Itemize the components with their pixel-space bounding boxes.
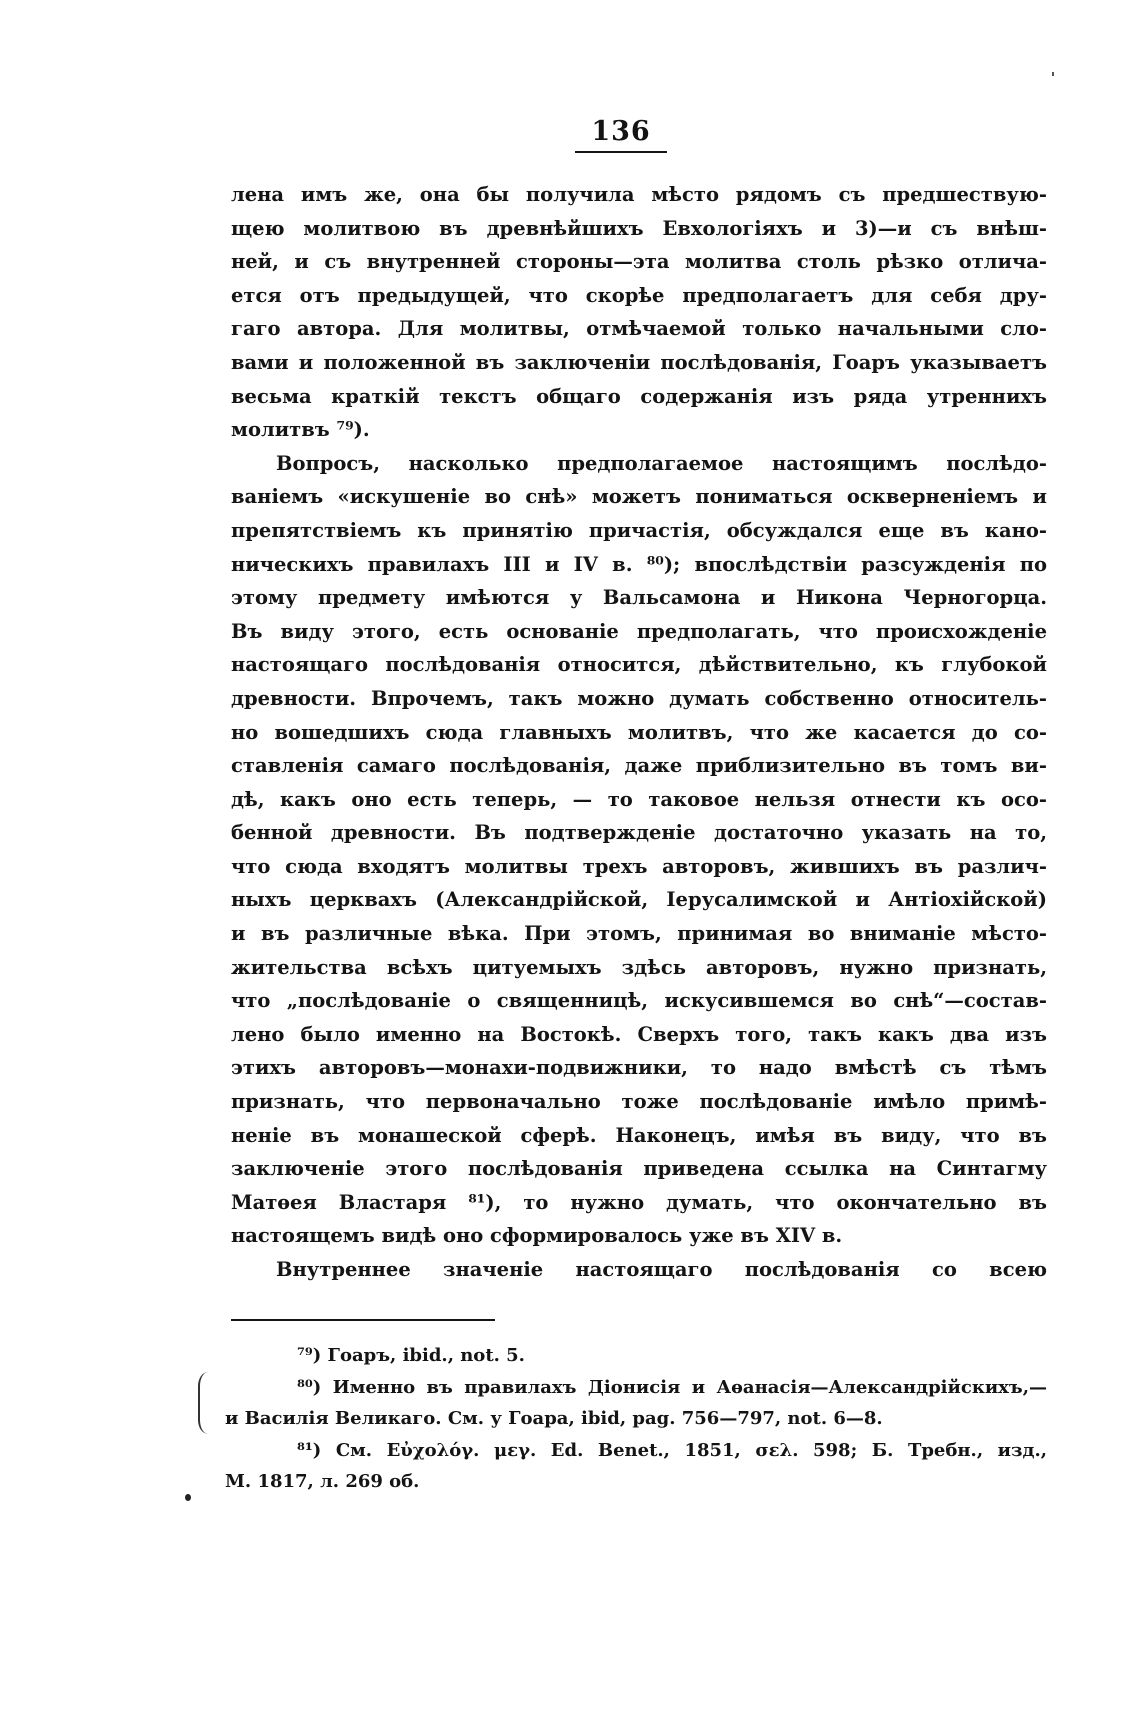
text-line: весьма краткій текстъ общаго содержанія изъ ряда утреннихъ xyxy=(231,384,1047,408)
text-line: заключеніе этого послѣдованія приведена ссылка на Синтагму xyxy=(231,1157,1047,1181)
footnote-separator xyxy=(231,1319,495,1321)
footnote-line: ⁸⁰) Именно въ правилахъ Діонисія и Аѳанасія—Александрійскихъ,— xyxy=(297,1376,1047,1398)
text-line: Въ виду этого, есть основаніе предполагать, что происхожденіе xyxy=(231,619,1047,643)
text-line: признать, что первоначально тоже послѣдованіе имѣло примѣ- xyxy=(231,1090,1047,1114)
text-line: ставленія самаго послѣдованія, даже приблизительно въ томъ ви- xyxy=(231,754,1047,778)
margin-ink-dot xyxy=(185,1494,191,1501)
text-line: что сюда входятъ молитвы трехъ авторовъ, жившихъ въ различ- xyxy=(231,854,1047,878)
text-line: ваніемъ «искушеніе во снѣ» можетъ пониматься оскверненіемъ и xyxy=(231,485,1047,509)
text-line: бенной древности. Въ подтвержденіе достаточно указать на то, xyxy=(231,821,1047,845)
body-text xyxy=(231,178,1047,1287)
edge-speck xyxy=(1052,72,1054,76)
text-line: Внутреннее значеніе настоящаго послѣдованія со всею xyxy=(276,1258,1047,1281)
text-line: ется отъ предыдущей, что скорѣе предполагаетъ для себя дру- xyxy=(231,283,1047,307)
footnote-line: М. 1817, л. 269 об. xyxy=(225,1471,420,1492)
text-line: но вошедшихъ сюда главныхъ молитвъ, что же касается до со- xyxy=(231,720,1047,744)
text-line: жительства всѣхъ цитуемыхъ здѣсь авторовъ, нужно признать, xyxy=(231,955,1047,979)
text-line: настоящемъ видѣ оно сформировалось уже въ XIV в. xyxy=(231,1224,843,1248)
text-line: и въ различные вѣка. При этомъ, принимая во вниманіе мѣсто- xyxy=(231,922,1047,946)
text-line: ническихъ правилахъ III и IV в. ⁸⁰); впослѣдствіи разсужденія по xyxy=(231,552,1047,576)
margin-brace-mark xyxy=(198,1372,210,1434)
text-line: препятствіемъ къ принятію причастія, обсуждался еще въ кано- xyxy=(231,518,1047,542)
text-line: дѣ, какъ оно есть теперь, — то таковое нельзя отнести къ осо- xyxy=(231,787,1047,811)
footnote-line: и Василія Великаго. См. у Гоара, ibid, pag. 756—797, not. 6—8. xyxy=(225,1408,883,1429)
footnote-line: ⁷⁹) Гоаръ, ibid., not. 5. xyxy=(297,1345,525,1366)
text-line: неніе въ монашеской сферѣ. Наконецъ, имѣя въ виду, что въ xyxy=(231,1123,1047,1147)
text-line: Вопросъ, насколько предполагаемое настоящимъ послѣдо- xyxy=(276,451,1047,475)
text-line: щею молитвою въ древнѣйшихъ Евхологіяхъ и 3)—и съ внѣш- xyxy=(231,216,1047,240)
text-line: ней, и съ внутренней стороны—эта молитва столь рѣзко отлича- xyxy=(231,250,1047,274)
text-line: Матѳея Властаря ⁸¹), то нужно думать, что окончательно въ xyxy=(231,1190,1047,1214)
text-line: настоящаго послѣдованія относится, дѣйствительно, къ глубокой xyxy=(231,653,1047,677)
footnotes xyxy=(225,1340,1047,1498)
page-number: 136 xyxy=(591,116,651,147)
text-line: лено было именно на Востокѣ. Сверхъ того, такъ какъ два изъ xyxy=(231,1022,1047,1046)
text-line: вами и положенной въ заключеніи послѣдованія, Гоаръ указываетъ xyxy=(231,350,1047,374)
text-line: гаго автора. Для молитвы, отмѣчаемой только начальными сло- xyxy=(231,317,1047,341)
text-line: этому предмету имѣются у Вальсамона и Никона Черногорца. xyxy=(231,586,1047,610)
text-line: молитвъ ⁷⁹). xyxy=(231,418,370,442)
text-line: лена имъ же, она бы получила мѣсто рядомъ съ предшествую- xyxy=(231,183,1047,206)
page-number-underline xyxy=(575,151,667,153)
text-line: что „послѣдованіе о священницѣ, искусившемся во снѣ“—состав- xyxy=(231,989,1047,1013)
text-line: этихъ авторовъ—монахи-подвижники, то надо вмѣстѣ съ тѣмъ xyxy=(231,1056,1047,1080)
text-line: ныхъ церквахъ (Александрійской, Іерусалимской и Антіохійской) xyxy=(231,888,1047,912)
text-line: древности. Впрочемъ, такъ можно думать собственно относитель- xyxy=(231,686,1047,710)
footnote-line: ⁸¹) См. Εὐχολόγ. μεγ. Ed. Benet., 1851, σελ. 598; Б. Требн., изд., xyxy=(297,1439,1047,1461)
